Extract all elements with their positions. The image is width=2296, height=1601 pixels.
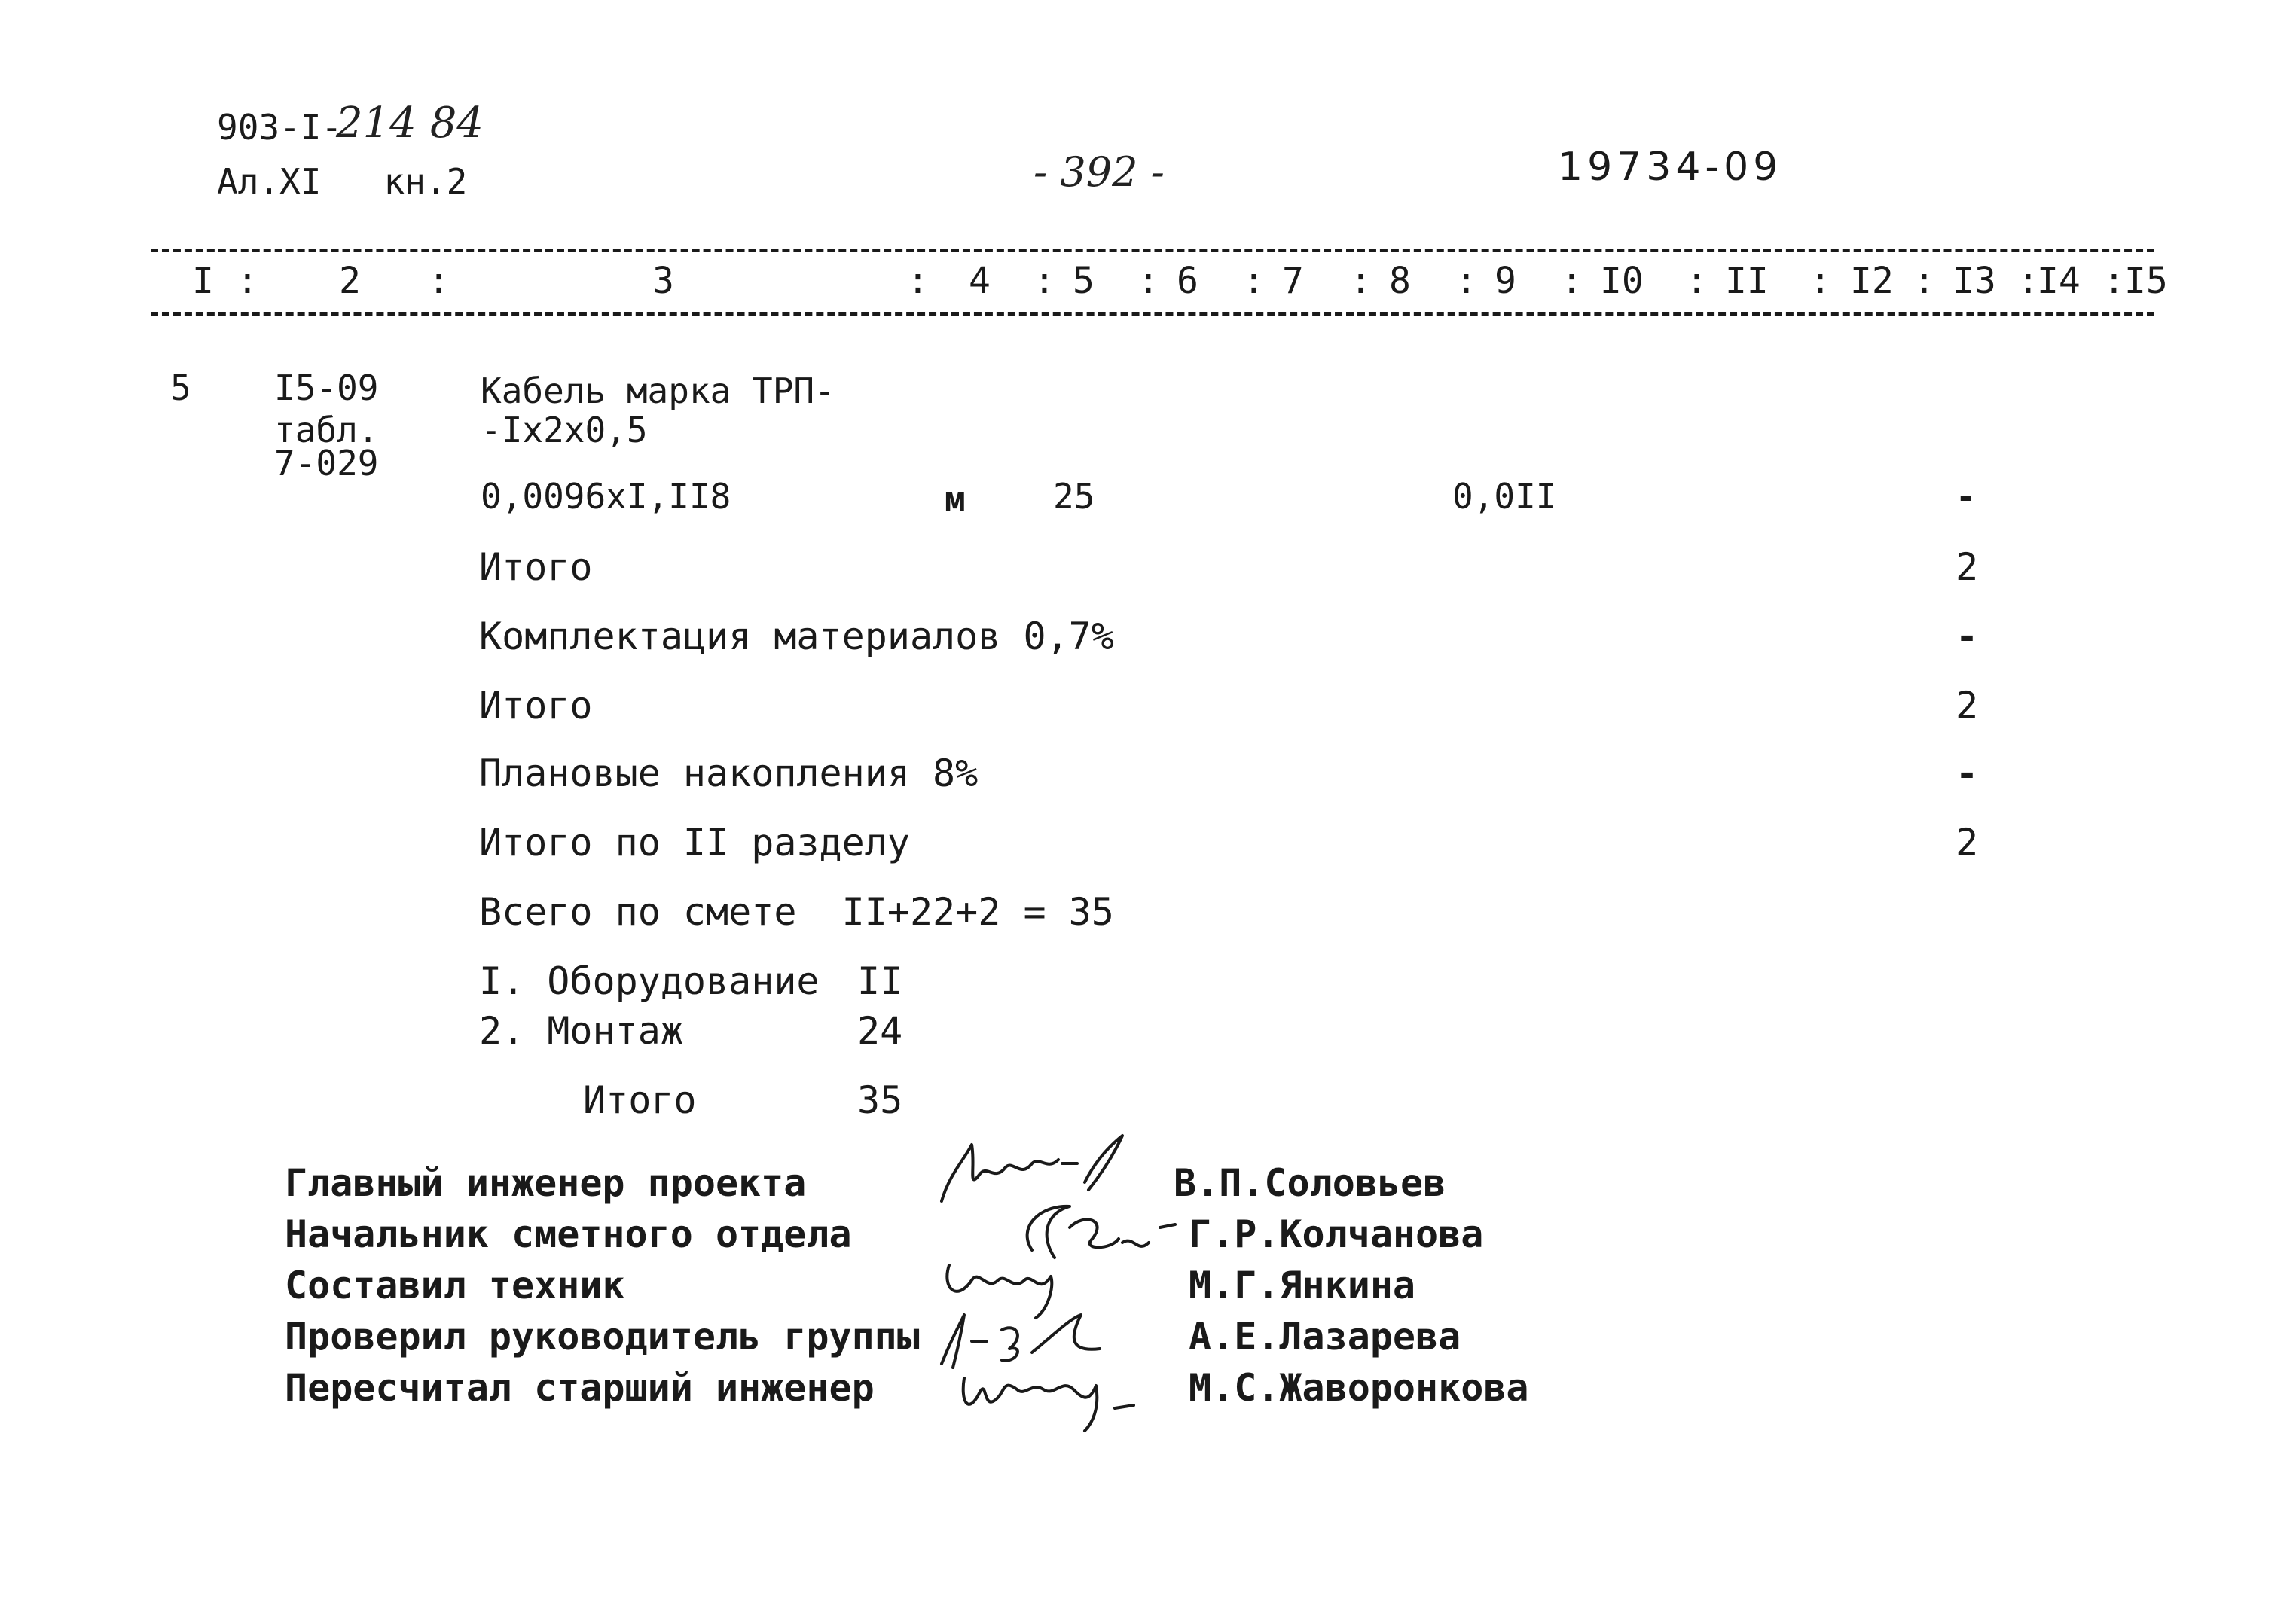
signer-name: Г.Р.Колчанова bbox=[1189, 1212, 1484, 1256]
col-3: 3 bbox=[652, 260, 674, 302]
col-11: II bbox=[1725, 260, 1769, 302]
row-item-name: Кабель марка ТРП- bbox=[481, 371, 835, 411]
row-code: I5-09 bbox=[274, 367, 379, 408]
total-label: Итого по II разделу bbox=[479, 821, 910, 865]
total-label: Итого bbox=[479, 684, 593, 727]
col-14: I4 bbox=[2037, 260, 2081, 302]
signer-name: М.Г.Янкина bbox=[1189, 1264, 1416, 1307]
header-rule-bottom bbox=[151, 312, 2154, 316]
col-sep: : bbox=[1243, 260, 1265, 302]
doc-code-handwritten: 214 84 bbox=[336, 99, 484, 148]
col-sep: : bbox=[1913, 260, 1935, 302]
row-calc: 0,0096хI,II8 bbox=[481, 476, 731, 517]
breakdown-label: I. Оборудование bbox=[479, 959, 820, 1003]
col-sep: : bbox=[428, 260, 450, 302]
col-sep: : bbox=[2017, 260, 2039, 302]
col-sep: : bbox=[907, 260, 929, 302]
col-sep: : bbox=[1034, 260, 1055, 302]
col-sep: : bbox=[237, 260, 258, 302]
signature-5 bbox=[949, 1356, 1160, 1438]
row-item-spec: -Iх2х0,5 bbox=[481, 410, 648, 450]
signer-role: Проверил руководитель группы bbox=[285, 1315, 920, 1359]
row-code-table: табл. bbox=[274, 410, 379, 450]
row-value: 0,0II bbox=[1452, 476, 1557, 517]
signer-role: Начальник сметного отдела bbox=[285, 1212, 852, 1256]
signer-role: Пересчитал старший инженер bbox=[285, 1366, 875, 1410]
total-label: Итого bbox=[479, 545, 593, 589]
album-label: Ал.XI кн.2 bbox=[217, 161, 468, 202]
col-sep: : bbox=[1809, 260, 1831, 302]
total-value: - bbox=[1956, 752, 1979, 795]
total-value: 2 bbox=[1956, 545, 1979, 589]
col-1: I bbox=[192, 260, 214, 302]
col-13: I3 bbox=[1953, 260, 1996, 302]
total-value: 2 bbox=[1956, 821, 1979, 865]
row-total-dash: - bbox=[1956, 476, 1977, 517]
col-9: 9 bbox=[1495, 260, 1516, 302]
signer-role: Главный инженер проекта bbox=[285, 1161, 807, 1205]
col-5: 5 bbox=[1073, 260, 1095, 302]
col-sep: : bbox=[1686, 260, 1708, 302]
col-10: I0 bbox=[1600, 260, 1644, 302]
col-7: 7 bbox=[1282, 260, 1304, 302]
breakdown-value: 24 bbox=[857, 1009, 903, 1053]
doc-code-printed: 903-I- bbox=[217, 107, 343, 148]
col-8: 8 bbox=[1389, 260, 1411, 302]
breakdown-value: II bbox=[857, 959, 903, 1003]
breakdown-label: 2. Монтаж bbox=[479, 1009, 683, 1053]
total-value: - bbox=[1956, 614, 1979, 658]
signer-name: А.Е.Лазарева bbox=[1189, 1315, 1461, 1359]
col-4: 4 bbox=[969, 260, 991, 302]
signer-role: Составил техник bbox=[285, 1264, 625, 1307]
col-sep: : bbox=[1561, 260, 1583, 302]
header-rule-top bbox=[151, 249, 2154, 252]
col-sep: : bbox=[1350, 260, 1372, 302]
row-unit: м bbox=[945, 479, 966, 520]
breakdown-label: Итого bbox=[583, 1078, 697, 1122]
col-6: 6 bbox=[1177, 260, 1198, 302]
col-2: 2 bbox=[339, 260, 361, 302]
col-sep: : bbox=[1137, 260, 1159, 302]
row-code-ref: 7-029 bbox=[274, 443, 379, 483]
col-15: I5 bbox=[2124, 260, 2168, 302]
grand-total: Всего по смете II+22+2 = 35 bbox=[479, 890, 1114, 934]
col-sep: : bbox=[1455, 260, 1477, 302]
signer-name: В.П.Соловьев bbox=[1174, 1161, 1446, 1205]
col-12: I2 bbox=[1850, 260, 1894, 302]
total-value: 2 bbox=[1956, 684, 1979, 727]
row-number: 5 bbox=[170, 367, 191, 408]
total-label: Плановые накопления 8% bbox=[479, 752, 979, 795]
col-sep: : bbox=[2103, 260, 2125, 302]
signer-name: М.С.Жаворонкова bbox=[1189, 1366, 1529, 1410]
row-qty: 25 bbox=[1053, 476, 1095, 517]
breakdown-value: 35 bbox=[857, 1078, 903, 1122]
sheet-code: 19734-09 bbox=[1558, 145, 1783, 190]
page-number: - 392 - bbox=[1034, 148, 1165, 196]
total-label: Комплектация материалов 0,7% bbox=[479, 614, 1114, 658]
